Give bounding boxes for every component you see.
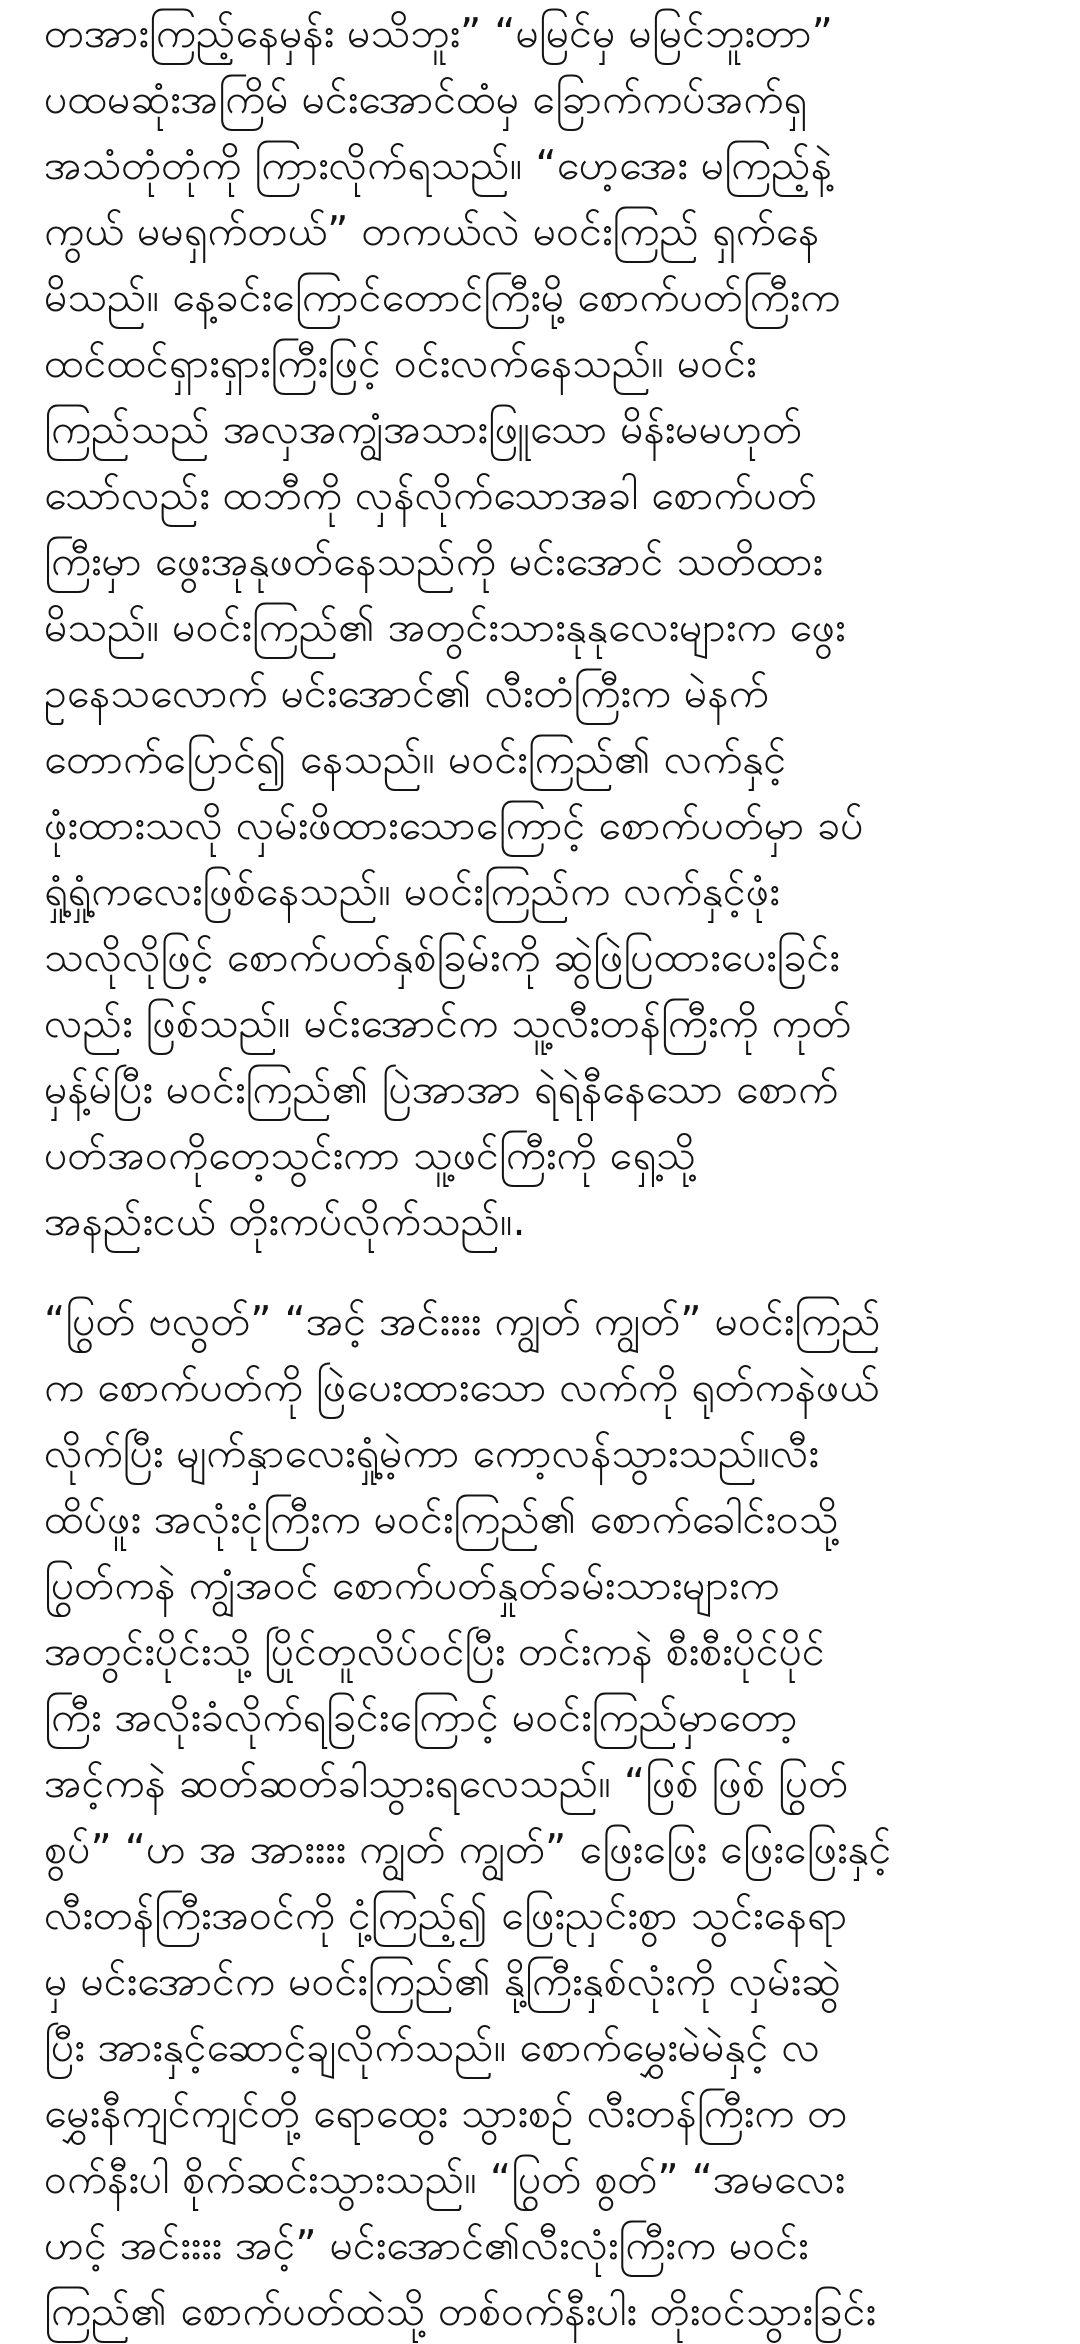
- text-line: မိသည်။ နေ့ခင်းကြောင်တောင်ကြီးမို့ စောက်ပတ်ကြီးက: [44, 273, 841, 321]
- text-line: အနည်းငယ် တိုးကပ်လိုက်သည်။.: [44, 1197, 526, 1245]
- text-line: ကွယ် မမရှက်တယ်” တကယ်လဲ မဝင်းကြည် ရှက်နေ: [44, 207, 820, 255]
- text-line: ပြွတ်ကနဲ ကျွံအဝင် စောက်ပတ်နှုတ်ခမ်းသားများက: [44, 1561, 780, 1609]
- text-line: ကြည်သည် အလှအကျွံအသားဖြူသော မိန်းမမဟုတ်: [44, 405, 803, 453]
- text-line: ဖုံးထားသလို လှမ်းဖိထားသောကြောင့် စောက်ပတ်မှာ ခပ်: [44, 801, 864, 849]
- text-line: သော်လည်း ထဘီကို လှန်လိုက်သောအခါ စောက်ပတ်: [44, 471, 817, 519]
- text-line: သလိုလိုဖြင့် စောက်ပတ်နှစ်ခြမ်းကို ဆွဲဖြဲပြထားပေးခြင်း: [44, 933, 840, 981]
- text-line: လိုက်ပြီး မျက်နှာလေးရှုံ့မဲ့ကာ ကော့လန်သွားသည်။လီး: [44, 1429, 819, 1477]
- paragraph-2: [44, 1288, 1044, 2344]
- text-line: မွှေးနီကျင်ကျင်တို့ ရောထွေး သွားစဉ် လီးတန်ကြီးက တ: [44, 2089, 848, 2137]
- text-line: အင့်ကနဲ ဆတ်ဆတ်ခါသွားရလေသည်။ “ဖြစ် ဖြစ် ပြွတ်: [44, 1759, 849, 1807]
- text-line: တောက်ပြောင်၍ နေသည်။ မဝင်းကြည်၏ လက်နှင့်: [44, 735, 787, 783]
- text-line: အသံတုံတုံကို ကြားလိုက်ရသည်။ “ဟေ့အေး မကြည့်နဲ့: [44, 141, 833, 189]
- text-line: ရှုံ့ရှုံ့ကလေးဖြစ်နေသည်။ မဝင်းကြည်က လက်နှင့်ဖုံး: [44, 867, 780, 915]
- text-line: မှ မင်းအောင်က မဝင်းကြည်၏ နို့ကြီးနှစ်လုံးကို လှမ်းဆွဲ: [44, 1957, 841, 2005]
- text-line: ပြီး အားနှင့်ဆောင့်ချလိုက်သည်။ စောက်မွှေးမဲမဲနှင့် လ: [44, 2023, 820, 2071]
- text-line: ကြီး အလိုးခံလိုက်ရခြင်းကြောင့် မဝင်းကြည်မှာတော့: [44, 1693, 798, 1741]
- text-line: ကြီးမှာ ဖွေးအုနုဖတ်နေသည်ကို မင်းအောင် သတိထား: [44, 537, 823, 585]
- text-line: က စောက်ပတ်ကို ဖြဲပေးထားသော လက်ကို ရုတ်ကနဲဖယ်: [44, 1363, 880, 1411]
- text-line: လီးတန်ကြီးအဝင်ကို ငုံ့ကြည့်၍ ဖြေးညှင်းစွာ သွင်းနေရာ: [44, 1891, 848, 1939]
- text-line: ထိပ်ဖူး အလုံးငုံကြီးက မဝင်းကြည်၏ စောက်ခေါင်းဝသို့: [44, 1495, 839, 1543]
- text-line: မိသည်။ မဝင်းကြည်၏ အတွင်းသားနုနုလေးများက ဖွေး: [44, 603, 846, 651]
- paragraph-1: [44, 0, 1044, 1254]
- text-line: ကြည်၏ စောက်ပတ်ထဲသို့ တစ်ဝက်နီးပါး တိုးဝင်သွားခြင်း: [44, 2287, 876, 2335]
- text-line: အတွင်းပိုင်းသို့ ပြိုင်တူလိပ်ဝင်ပြီး တင်းကနဲ စီးစီးပိုင်ပိုင်: [44, 1627, 825, 1675]
- text-line: ထင်ထင်ရှားရှားကြီးဖြင့် ဝင်းလက်နေသည်။ မဝင်း: [44, 339, 757, 387]
- text-line: ဝက်နီးပါ စိုက်ဆင်းသွားသည်။ “ပြွတ် စွတ်” “အမလေး: [44, 2155, 846, 2203]
- text-line: တအားကြည့်နေမှန်း မသိဘူး” “မမြင်မှ မမြင်ဘူးတာ”: [44, 9, 833, 57]
- text-line: ဥနေသလောက် မင်းအောင်၏ လီးတံကြီးက မဲနက်: [44, 669, 769, 717]
- text-line: ပထမဆုံးအကြိမ် မင်းအောင်ထံမှ ခြောက်ကပ်အက်ရှ: [44, 75, 807, 123]
- text-line: စွပ်” “ဟ အ အားးးး ကျွတ် ကျွတ်” ဖြေးဖြေး ဖြေးဖြေးနှင့်: [44, 1825, 892, 1873]
- text-line: “ပြွတ် ဗလွတ်” “အင့် အင်းးးး ကျွတ် ကျွတ်” မဝင်းကြည်: [44, 1297, 881, 1345]
- text-line: မှန့်မ်ပြီး မဝင်းကြည်၏ ပြဲအာအာ ရဲရဲနီနေသော စောက်: [44, 1065, 839, 1113]
- text-line: ပတ်အဝကိုတေ့သွင်းကာ သူ့ဖင်ကြီးကို ရှေ့သို့: [44, 1131, 696, 1179]
- text-line: လည်း ဖြစ်သည်။ မင်းအောင်က သူ့လီးတန်ကြီးကို ကုတ်: [44, 999, 852, 1047]
- text-line: ဟင့် အင်းးးး အင့်” မင်းအောင်၏လီးလုံးကြီးက မဝင်း: [44, 2221, 809, 2269]
